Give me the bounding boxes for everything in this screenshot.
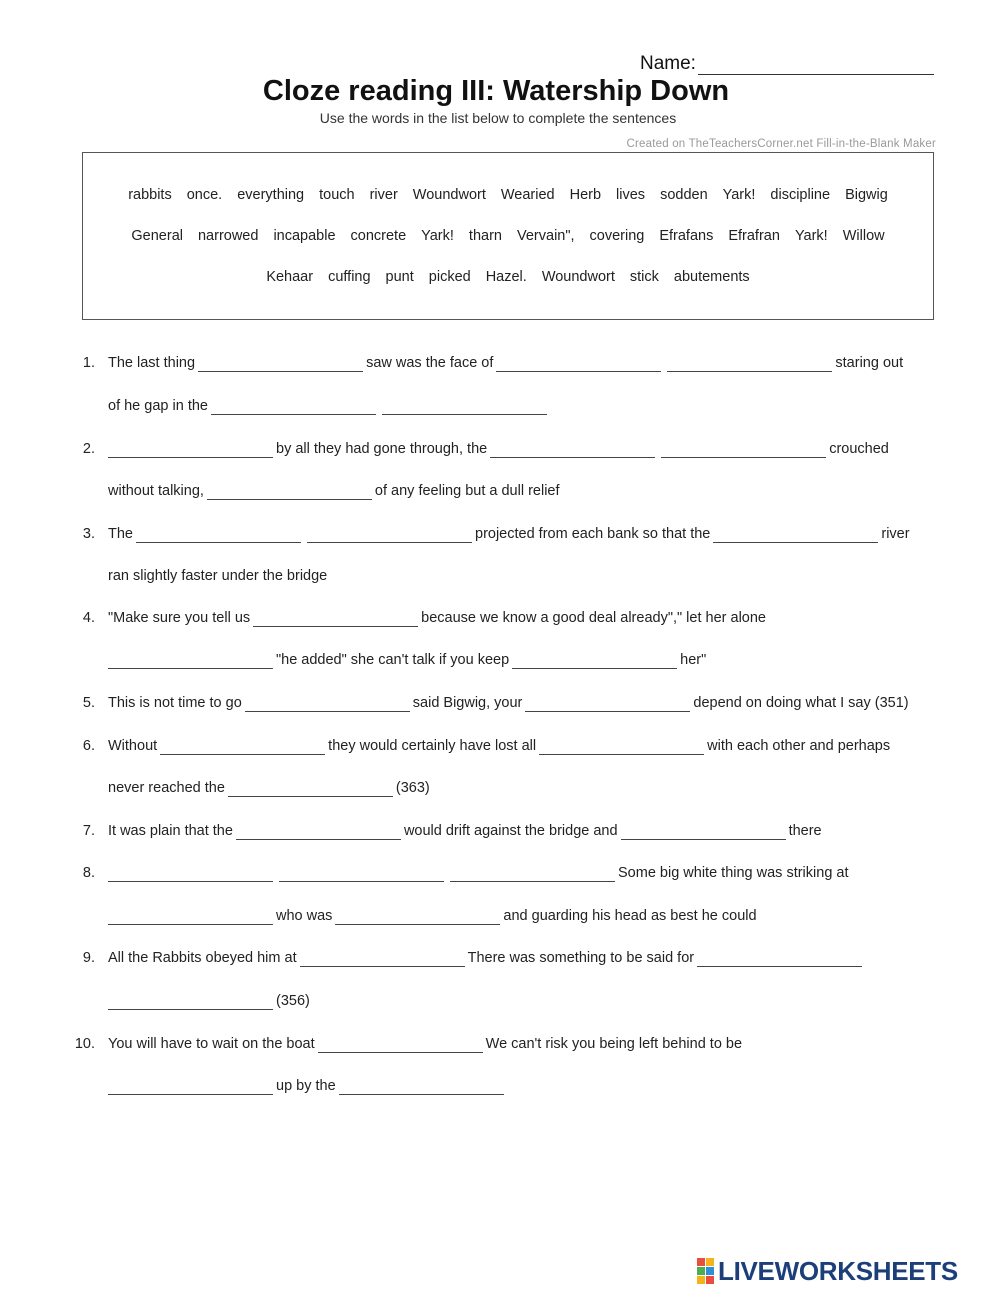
answer-blank[interactable] — [108, 1076, 273, 1095]
word-bank-item: General — [131, 228, 183, 244]
question-number: 1. — [82, 355, 95, 371]
instructions: Use the words in the list below to complete the sentences — [319, 110, 677, 126]
word-bank-row-3 — [83, 269, 933, 285]
word-bank-item: concrete — [350, 228, 407, 244]
question-text: without talking, — [108, 483, 204, 499]
question-text: they would certainly have lost all — [328, 738, 537, 754]
question-text: because we know a good deal already"," let her alone — [421, 610, 766, 626]
word-bank-item: river — [369, 187, 398, 203]
answer-blank[interactable] — [307, 524, 472, 543]
answer-blank[interactable] — [245, 693, 410, 712]
logo-mark-icon — [697, 1258, 714, 1284]
question-text: "he added" she can't talk if you keep — [276, 652, 510, 668]
answer-blank[interactable] — [339, 1076, 504, 1095]
question-text: The last thing — [108, 355, 196, 371]
word-bank-item: touch — [319, 187, 355, 203]
question-number: 8. — [82, 865, 95, 881]
answer-blank[interactable] — [667, 353, 832, 372]
question-text: staring out — [835, 355, 904, 371]
question-text: depend on doing what I say (351) — [693, 695, 909, 711]
answer-blank[interactable] — [108, 439, 273, 458]
question-number: 7. — [82, 823, 95, 839]
question-number: 4. — [82, 610, 95, 626]
question-text: (356) — [276, 993, 310, 1009]
word-bank-item: sodden — [660, 187, 708, 203]
answer-blank[interactable] — [228, 778, 393, 797]
answer-blank[interactable] — [279, 863, 444, 882]
word-bank-item: cuffing — [328, 269, 371, 285]
question-text: and guarding his head as best he could — [503, 908, 757, 924]
answer-blank[interactable] — [490, 439, 655, 458]
word-bank-item: picked — [428, 269, 471, 285]
answer-blank[interactable] — [539, 736, 704, 755]
word-bank-item: rabbits — [128, 187, 172, 203]
answer-blank[interactable] — [211, 396, 376, 415]
word-bank-item: Woundwort — [541, 269, 615, 285]
answer-blank[interactable] — [661, 439, 826, 458]
word-bank-item: tharn — [468, 228, 502, 244]
answer-blank[interactable] — [236, 821, 401, 840]
word-bank-item: everything — [237, 187, 305, 203]
answer-blank[interactable] — [300, 948, 465, 967]
answer-blank[interactable] — [335, 906, 500, 925]
question-text: This is not time to go — [108, 695, 242, 711]
question-text: It was plain that the — [108, 823, 233, 839]
word-bank-item: covering — [589, 228, 645, 244]
answer-blank[interactable] — [713, 524, 878, 543]
answer-blank[interactable] — [318, 1034, 483, 1053]
question-text: there — [788, 823, 822, 839]
question-text: ran slightly faster under the bridge — [108, 568, 328, 584]
answer-blank[interactable] — [108, 991, 273, 1010]
word-bank-item: discipline — [770, 187, 831, 203]
answer-blank[interactable] — [621, 821, 786, 840]
question-text: would drift against the bridge and — [403, 823, 618, 839]
question-text: projected from each bank so that the — [475, 526, 711, 542]
question-number: 10. — [74, 1036, 95, 1052]
question-number: 5. — [82, 695, 95, 711]
question-text: up by the — [276, 1078, 336, 1094]
question-number: 9. — [82, 950, 95, 966]
answer-blank[interactable] — [108, 650, 273, 669]
word-bank-item: Willow — [842, 228, 885, 244]
answer-blank[interactable] — [525, 693, 690, 712]
question-text: crouched — [829, 441, 889, 457]
answer-blank[interactable] — [136, 524, 301, 543]
page-title: Cloze reading III: Watership Down — [262, 75, 730, 107]
answer-blank[interactable] — [697, 948, 862, 967]
question-text: her" — [680, 652, 707, 668]
word-bank-item: Vervain", — [516, 228, 575, 244]
word-bank-item: Yark! — [794, 228, 828, 244]
answer-blank[interactable] — [512, 650, 677, 669]
question-text: There was something to be said for — [467, 950, 695, 966]
answer-blank[interactable] — [253, 608, 418, 627]
answer-blank[interactable] — [382, 396, 547, 415]
name-blank[interactable] — [698, 52, 934, 75]
question-text: of he gap in the — [108, 398, 208, 414]
word-bank — [82, 152, 934, 320]
question-text: by all they had gone through, the — [276, 441, 488, 457]
question-text: of any feeling but a dull relief — [374, 483, 560, 499]
word-bank-item: Hazel. — [485, 269, 527, 285]
word-bank-item: once. — [186, 187, 223, 203]
question-text: with each other and perhaps — [707, 738, 891, 754]
word-bank-item: Efrafran — [728, 228, 780, 244]
question-text: "Make sure you tell us — [108, 610, 251, 626]
answer-blank[interactable] — [450, 863, 615, 882]
logo-text: LIVEWORKSHEETS — [718, 1255, 958, 1286]
name-field — [640, 52, 934, 75]
question-text: never reached the — [108, 780, 225, 796]
answer-blank[interactable] — [160, 736, 325, 755]
word-bank-item: narrowed — [197, 228, 259, 244]
word-bank-item: stick — [629, 269, 659, 285]
word-bank-item: Kehaar — [266, 269, 314, 285]
word-bank-item: Woundwort — [412, 187, 486, 203]
question-text: who was — [276, 908, 333, 924]
word-bank-item: Bigwig — [845, 187, 888, 203]
question-text: Without — [108, 738, 158, 754]
word-bank-item: Yark! — [421, 228, 454, 244]
question-text: Some big white thing was striking at — [618, 865, 849, 881]
question-text: said Bigwig, your — [412, 695, 523, 711]
word-bank-row-2 — [83, 228, 933, 244]
word-bank-item: incapable — [273, 228, 336, 244]
word-bank-item: punt — [385, 269, 414, 285]
answer-blank[interactable] — [198, 353, 363, 372]
word-bank-item: Wearied — [500, 187, 555, 203]
answer-blank[interactable] — [207, 481, 372, 500]
question-text: (363) — [395, 780, 430, 796]
word-bank-item: Yark! — [722, 187, 756, 203]
question-text: You will have to wait on the boat — [108, 1036, 315, 1052]
question-number: 3. — [82, 526, 95, 542]
question-text: river — [881, 526, 910, 542]
word-bank-row-1 — [83, 187, 933, 203]
question-text: We can't risk you being left behind to be — [485, 1036, 743, 1052]
question-text: All the Rabbits obeyed him at — [108, 950, 297, 966]
liveworksheets-logo — [697, 1257, 958, 1285]
question-number: 6. — [82, 738, 95, 754]
name-label: Name: — [640, 53, 696, 74]
answer-blank[interactable] — [108, 906, 273, 925]
word-bank-item: lives — [616, 187, 646, 203]
question-text: saw was the face of — [366, 355, 494, 371]
word-bank-item: abutements — [673, 269, 750, 285]
word-bank-item: Efrafans — [659, 228, 714, 244]
credit-text: Created on TheTeachersCorner.net Fill-in-the-Blank Maker — [626, 138, 936, 150]
answer-blank[interactable] — [496, 353, 661, 372]
question-text: The — [108, 526, 133, 542]
word-bank-item: Herb — [569, 187, 602, 203]
answer-blank[interactable] — [108, 863, 273, 882]
question-number: 2. — [82, 441, 95, 457]
